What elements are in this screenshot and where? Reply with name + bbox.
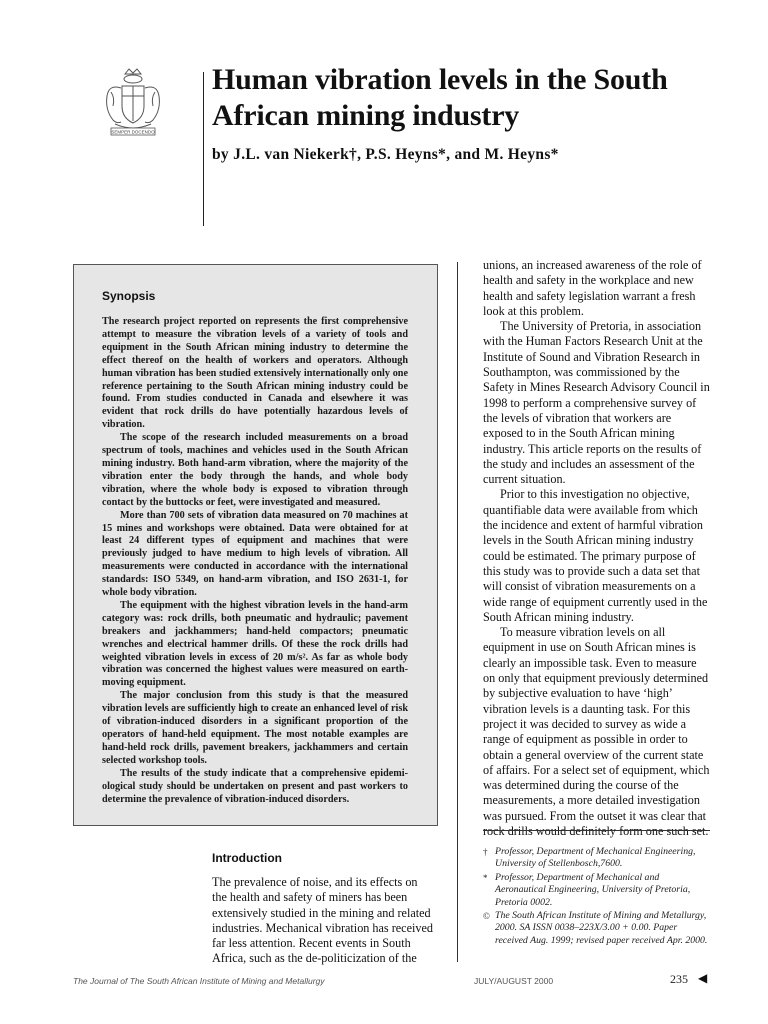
footer-journal-name: The Journal of The South African Institute of Mining and Metallurgy — [73, 976, 325, 986]
introduction-text: The prevalence of noise, and its effects on the health and safety of miners has been extensively studied in the mining and related industries. Mechanical vibration has received far less attention. Recent events in South Africa, such as the de-politicization of the — [212, 875, 433, 966]
footnote-mark: © — [483, 911, 490, 922]
column-divider — [457, 262, 458, 962]
footnotes — [483, 846, 711, 948]
body-paragraph: The University of Pretoria, in association with the Human Factors Research Unit at the Institute of Sound and Vibration Research in Southampton, was commissioned by the Safety in Mines Research Advisory Council in 1998 to perform a comprehensive survey of the levels of vibration that workers are exposed to in the South African mining industry. This article reports on the results of the study and includes an assessment of the current situation. — [483, 319, 710, 487]
body-paragraph: Prior to this investigation no objective, quantifiable data were available from which the incidence and extent of harmful vibration levels in the South African mining industry could be estimated. The primary purpose of this study was to provide such a data set that will consist of vibration measurements on a wide range of equipment currently used in the South African mining industry. — [483, 487, 708, 624]
synopsis-text — [102, 316, 408, 806]
synopsis-paragraph: More than 700 sets of vibration data measured on 70 machines at 15 mines and workshops were obtained. Data were obtained for at least 24 different types of equipment and machines that were previously judged to have medium to high levels of vibration. All measurements were conducted in accordance with the international standards: ISO 5349, on hand-arm vibration, and ISO 2631-1, for whole body vibration. — [102, 509, 408, 599]
footer-issue-date: JULY/AUGUST 2000 — [474, 976, 554, 986]
page-arrow-icon: ◀ — [698, 971, 708, 985]
footnote — [483, 846, 711, 871]
synopsis-paragraph: The research project reported on represents the first comprehensive attempt to measure the vibration levels of a variety of tools and equipment in the South African mining industry to determine the effect thereof on the health of workers and operators. Although human vibration has been studied extensively internationally only one reference pertaining to the South African mining industry could be found. From studies conducted in Canada and elsewhere it was evident that rock drills do have potentially hazardous levels of vibration. — [102, 316, 408, 431]
article-title: Human vibration levels in the South African mining industry — [212, 63, 668, 132]
right-column-text — [483, 258, 710, 839]
synopsis-paragraph: The scope of the research included measurements on a broad spectrum of tools, machines and vehicles used in the South African mining industry. Both hand-arm vibration, where the majority of the vibration enter the body through the hands, and whole body vibration, where the whole body is exposed to vibration through contact by the buttocks or feet, were investigated and measured. — [102, 432, 408, 508]
article-authors: by J.L. van Niekerk†, P.S. Heyns*, and M. Heyns* — [212, 146, 559, 163]
synopsis-heading: Synopsis — [102, 289, 156, 303]
footnote-mark: † — [483, 847, 488, 857]
footnote-divider — [483, 830, 710, 831]
footnote — [483, 872, 711, 909]
synopsis-box — [73, 264, 438, 826]
institute-crest-icon — [95, 66, 171, 142]
synopsis-paragraph: The major conclusion from this study is that the measured vibration levels are sufficiently high to create an enhanced level of risk of vibration-induced disorders in a significant proportion of the operators of hand-held equipment. The most notable examples are hand-held rock drills, pavement breakers, jackhammers and certain selected workshop tools. — [102, 690, 408, 766]
crest-motto: SEMPER DOCENDO — [111, 129, 155, 135]
page-number: 235 — [670, 972, 688, 986]
introduction-heading: Introduction — [212, 851, 282, 865]
footnote-mark: * — [483, 872, 488, 883]
title-divider — [203, 72, 204, 226]
synopsis-paragraph: The results of the study indicate that a comprehensive epidemi-ological study should be undertaken on present and past workers to determine the prevalence of vibration-induced disorders. — [102, 767, 408, 805]
footnote-text: Professor, Department of Mechanical and Aeronautical Engineering, University of Pretoria, Pretoria 0002. — [495, 871, 691, 908]
body-paragraph: To measure vibration levels on all equipment in use on South African mines is clearly an impossible task. Even to measure on only that equipment previously determined by subjective evaluation to have ‘high’ vibration levels is a daunting task. For this project it was decided to survey as wide a range of equipment as possible in order to obtain a general overview of the current state of affairs. For a select set of equipment, which was determined during the course of the measurements, a more detailed investigation was pursued. From the outset it was clear that — [483, 625, 710, 823]
footnote — [483, 910, 711, 947]
body-paragraph: unions, an increased awareness of the role of health and safety in the workplace and new health and safety legislation warrant a fresh look at this problem. — [483, 258, 702, 318]
footnote-text: Professor, Department of Mechanical Engineering, University of Stellenbosch,7600. — [495, 846, 696, 870]
footnote-text: The South African Institute of Mining and Metallurgy, 2000. SA ISSN 0038–223X/3.00 + 0.00. Paper received Aug. 1999; revised paper received Apr. 2000. — [495, 910, 708, 946]
synopsis-paragraph: The equipment with the highest vibration levels in the hand-arm category was: rock drills, both pneumatic and hydraulic; pavement breakers and jackhammers; hand-held compactors; pneumatic wrenches and electrical hammer drills. Of these the rock drills had weighted vibration levels in excess of 20 m/s². As far as whole body vibration was concerned the highest values were measured on earth-moving equipment. — [102, 599, 408, 689]
